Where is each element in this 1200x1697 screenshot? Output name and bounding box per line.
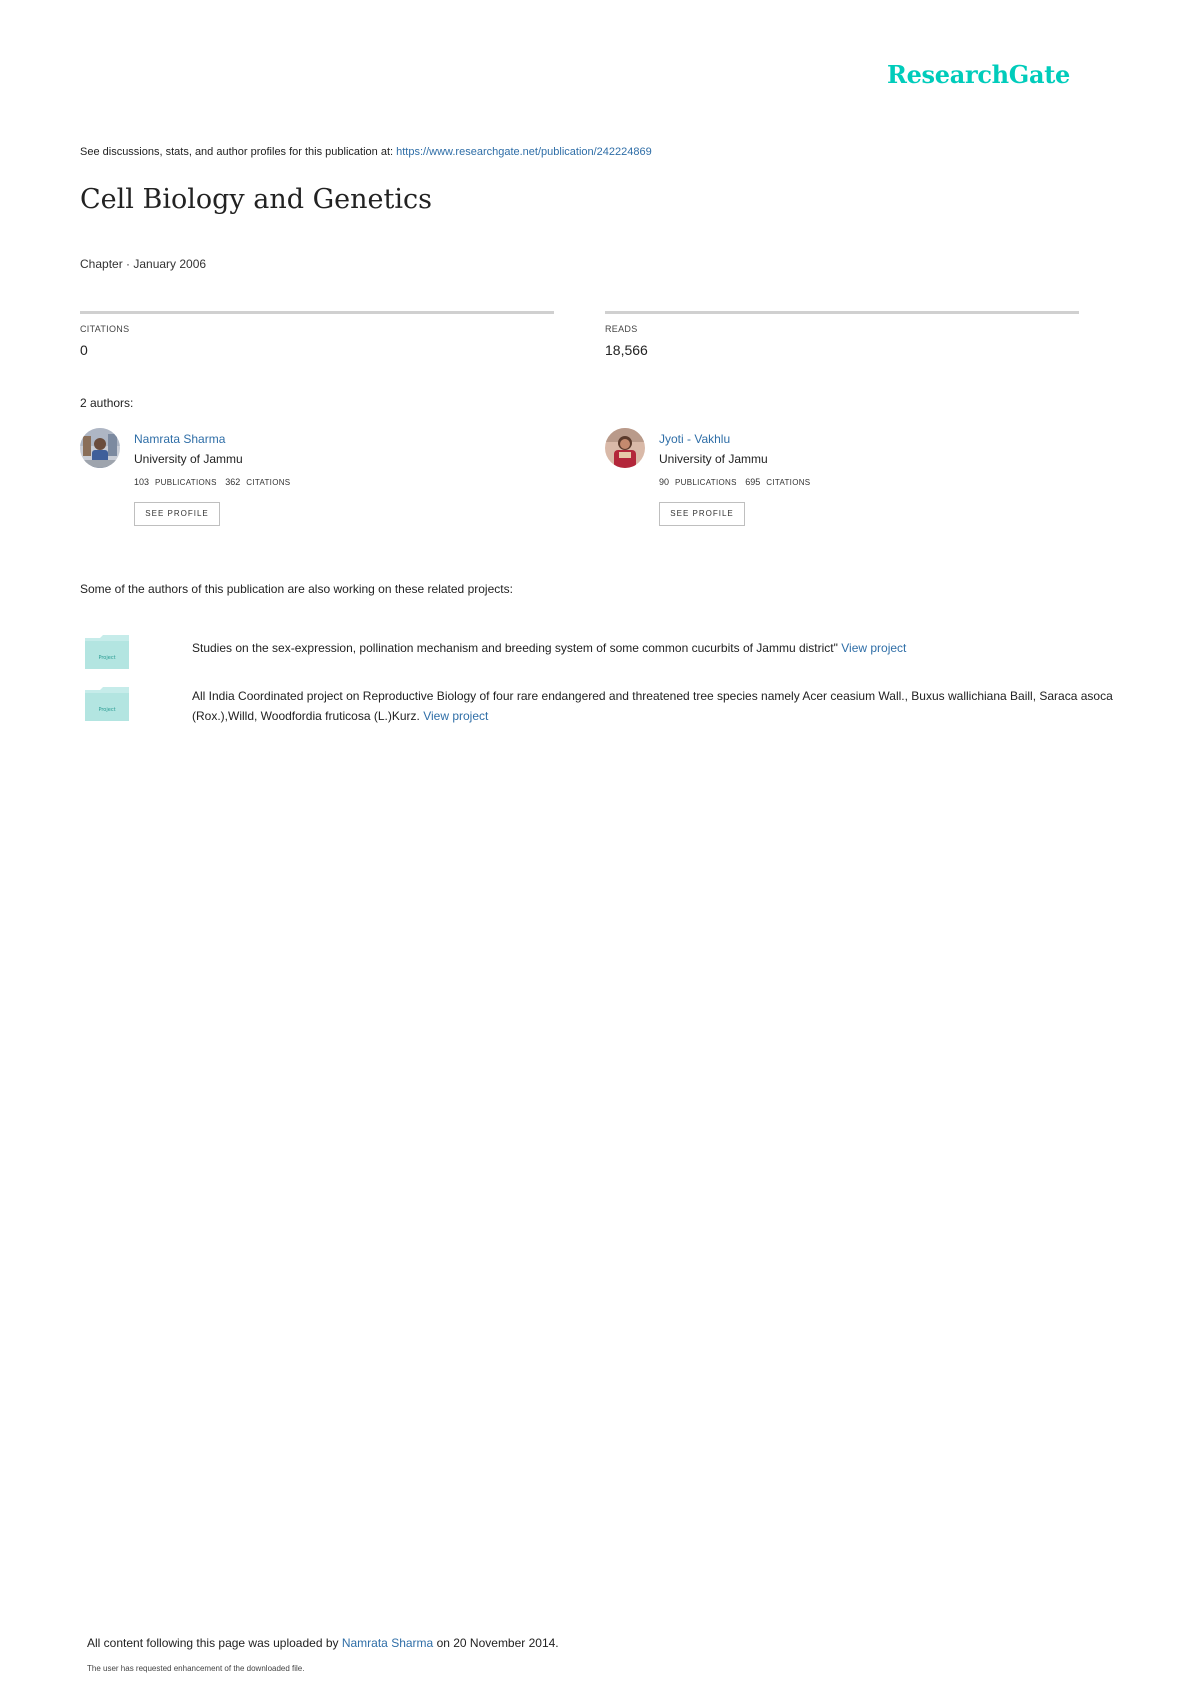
project-text: All India Coordinated project on Reproductive Biology of four rare endangered and threatened tree species namely Acer ceasium Wall., Buxus wallichiana Baill, Saraca asoca (Rox.),Willd, Woodfordia fruticosa (L.)Kurz. bbox=[192, 689, 1113, 723]
avatar[interactable] bbox=[80, 428, 120, 468]
publication-url-link[interactable]: https://www.researchgate.net/publication/242224869 bbox=[396, 146, 652, 158]
project-icon-label: Project bbox=[98, 707, 116, 713]
authors-count: 2 authors: bbox=[80, 396, 134, 410]
author-name-link[interactable]: Jyoti - Vakhlu bbox=[659, 432, 731, 446]
publications-label: PUBLICATIONS bbox=[675, 478, 737, 487]
see-profile-button[interactable]: SEE PROFILE bbox=[659, 502, 745, 526]
publications-count: 103 bbox=[134, 477, 150, 487]
related-project bbox=[80, 634, 1120, 670]
author-stats bbox=[659, 477, 816, 487]
project-icon-label: Project bbox=[98, 655, 116, 661]
author-institution: University of Jammu bbox=[134, 452, 243, 466]
reads-label: READS bbox=[605, 324, 638, 334]
publications-label: PUBLICATIONS bbox=[155, 478, 217, 487]
author-card bbox=[605, 428, 1065, 528]
author-stats bbox=[134, 477, 296, 487]
author-institution: University of Jammu bbox=[659, 452, 768, 466]
view-project-link[interactable]: View project bbox=[423, 709, 489, 723]
project-folder-icon bbox=[84, 686, 130, 722]
citations-value: 0 bbox=[80, 342, 88, 358]
author-card bbox=[80, 428, 540, 528]
view-project-link[interactable]: View project bbox=[841, 641, 907, 655]
upload-prefix: All content following this page was uploaded by bbox=[87, 1636, 339, 1650]
project-text: Studies on the sex-expression, pollination mechanism and breeding system of some common cucurbits of Jammu district" bbox=[192, 641, 838, 655]
related-project bbox=[80, 686, 1120, 730]
upload-suffix: on 20 November 2014. bbox=[436, 1636, 559, 1650]
project-folder-icon bbox=[84, 634, 130, 670]
citations-count: 695 bbox=[745, 477, 761, 487]
related-projects-heading: Some of the authors of this publication are also working on these related projects: bbox=[80, 582, 513, 596]
upload-info bbox=[87, 1636, 559, 1650]
citations-label: CITATIONS bbox=[246, 478, 291, 487]
download-note: The user has requested enhancement of the downloaded file. bbox=[87, 1664, 305, 1673]
project-description bbox=[192, 686, 1122, 726]
citations-label: CITATIONS bbox=[80, 324, 130, 334]
publication-type-date: Chapter · January 2006 bbox=[80, 257, 207, 271]
citations-label: CITATIONS bbox=[766, 478, 811, 487]
reads-value: 18,566 bbox=[605, 342, 648, 358]
project-description bbox=[192, 638, 1122, 658]
discussion-line bbox=[80, 146, 652, 158]
researchgate-logo[interactable]: ResearchGate bbox=[886, 60, 1070, 89]
avatar-photo-icon bbox=[605, 428, 645, 468]
discussion-prefix: See discussions, stats, and author profiles for this publication at: bbox=[80, 146, 394, 158]
author-name-link[interactable]: Namrata Sharma bbox=[134, 432, 226, 446]
publication-title: Cell Biology and Genetics bbox=[80, 184, 432, 215]
citations-count: 362 bbox=[225, 477, 241, 487]
see-profile-button[interactable]: SEE PROFILE bbox=[134, 502, 220, 526]
publications-count: 90 bbox=[659, 477, 670, 487]
reads-divider bbox=[605, 311, 1079, 314]
citations-divider bbox=[80, 311, 554, 314]
avatar[interactable] bbox=[605, 428, 645, 468]
uploader-link[interactable]: Namrata Sharma bbox=[341, 1636, 434, 1650]
avatar-photo-icon bbox=[80, 428, 120, 468]
